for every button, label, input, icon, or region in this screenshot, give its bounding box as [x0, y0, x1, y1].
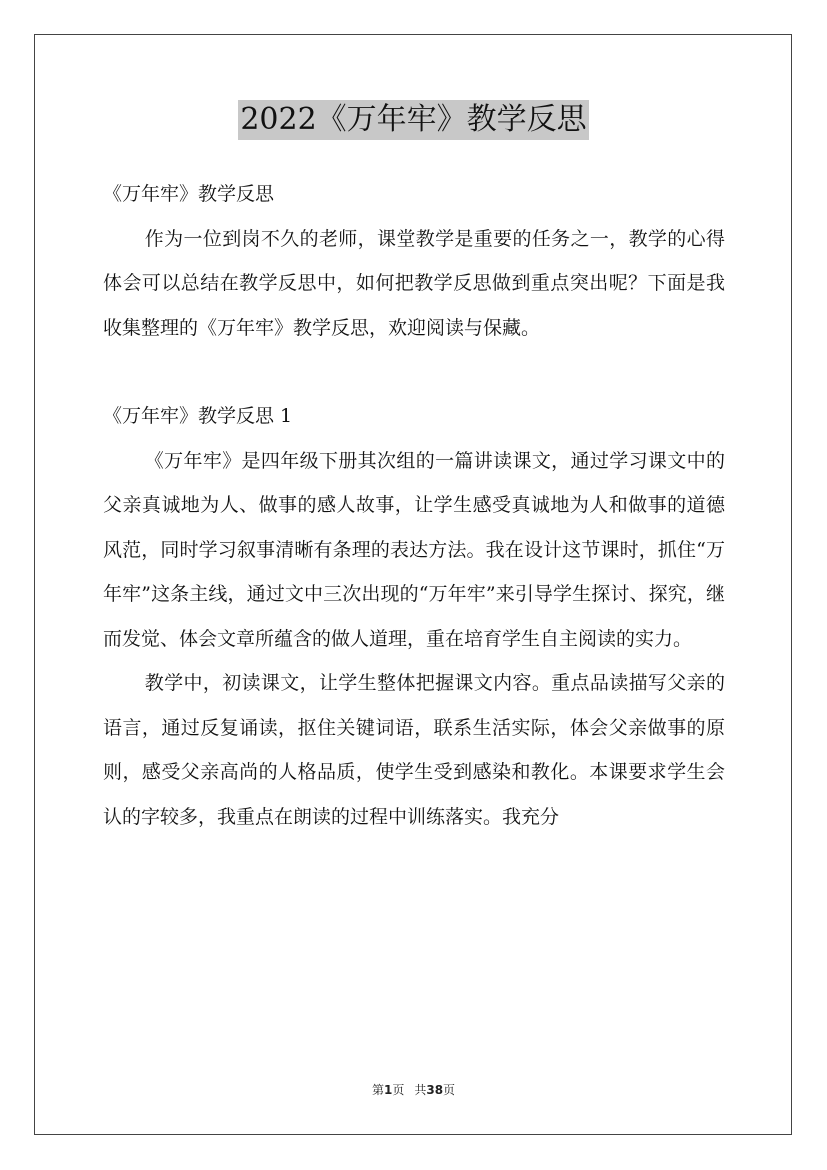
- section1-heading: 《万年牢》教学反思 1: [103, 405, 293, 427]
- total-suffix: 页: [443, 1083, 456, 1097]
- document-body: [103, 172, 725, 839]
- page-prefix: 第: [371, 1083, 384, 1097]
- page-footer: [0, 1082, 827, 1098]
- section1-paragraph-1: 《万年牢》是四年级下册其次组的一篇讲读课文，通过学习课文中的父亲真诚地为人、做事的感人故事，让学生感受真诚地为人和做事的道德风范，同时学习叙事清晰有条理的表达方法。我在设计这节课时，抓住“万年牢”这条主线，通过文中三次出现的“万年牢”来引导学生探讨、探究，继而发觉、体会文章所蕴含的做人道理，重在培育学生自主阅读的实力。: [103, 449, 725, 650]
- section1-paragraph-2: 教学中，初读课文，让学生整体把握课文内容。重点品读描写父亲的语言，通过反复诵读，抠住关键词语，联系生活实际，体会父亲做事的原则，感受父亲高尚的人格品质，使学生受到感染和教化。本课要求学生会认的字较多，我重点在朗读的过程中训练落实。我充分: [103, 672, 725, 828]
- page-number: 1: [383, 1083, 393, 1097]
- document-title: 2022《万年牢》教学反思: [238, 100, 588, 140]
- intro-paragraph: 作为一位到岗不久的老师，课堂教学是重要的任务之一，教学的心得体会可以总结在教学反思中，如何把教学反思做到重点突出呢？下面是我收集整理的《万年牢》教学反思，欢迎阅读与保藏。: [103, 227, 725, 339]
- intro-heading: 《万年牢》教学反思: [103, 183, 275, 205]
- section-spacer: [103, 350, 725, 394]
- title-wrap: [0, 100, 827, 140]
- total-pages: 38: [426, 1083, 444, 1097]
- page-suffix: 页: [392, 1083, 405, 1097]
- total-prefix: 共: [414, 1083, 427, 1097]
